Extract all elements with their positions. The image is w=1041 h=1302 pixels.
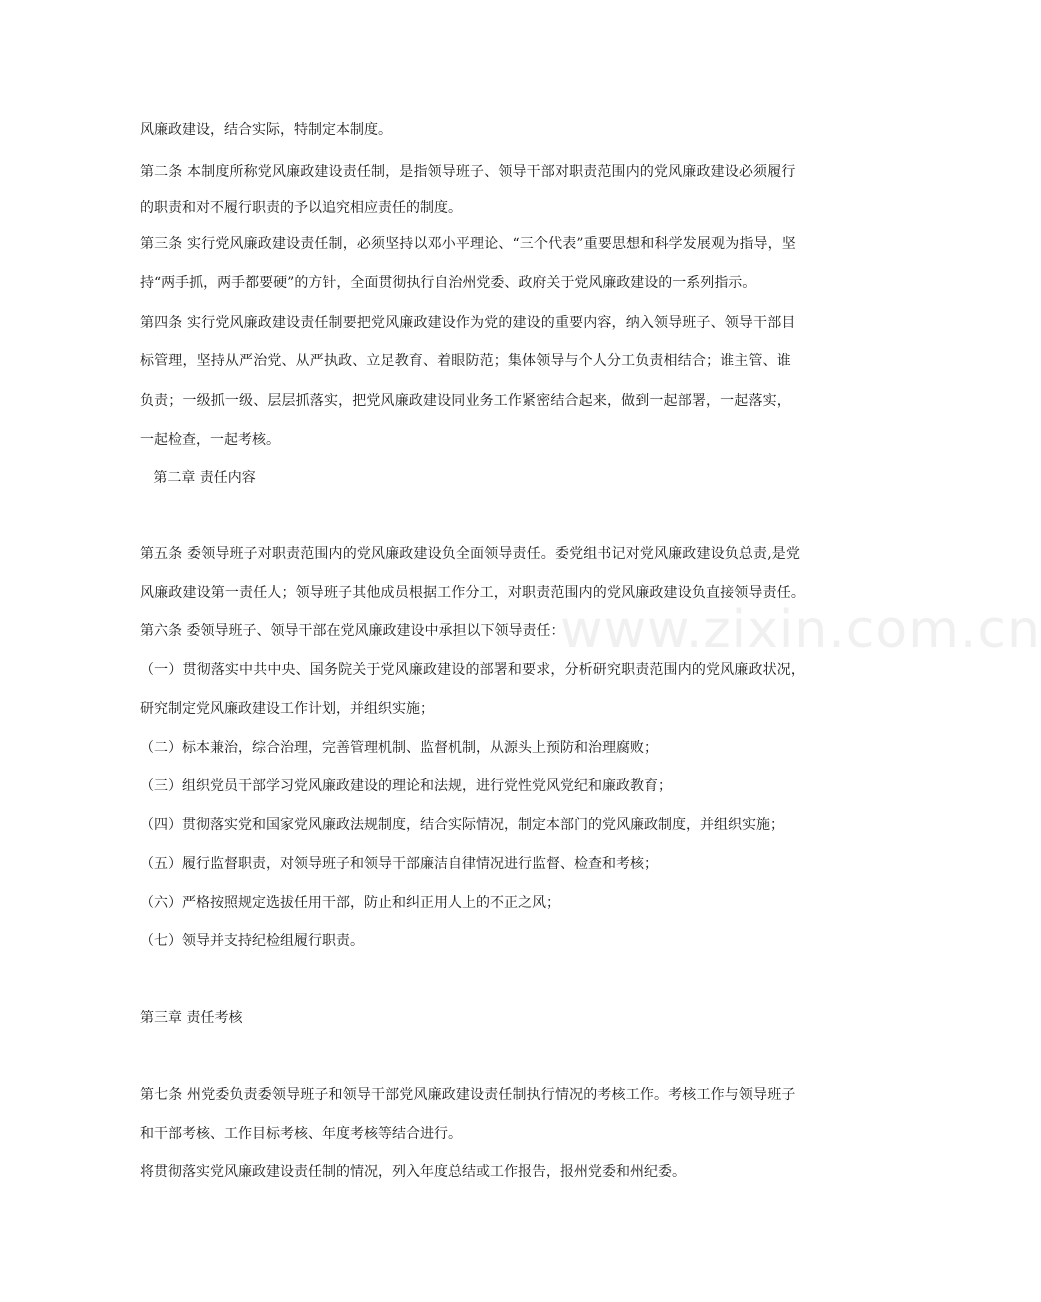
- text-line: 负责；一级抓一级、层层抓落实，把党风廉政建设同业务工作紧密结合起来，做到一起部署，一起落实，: [140, 393, 791, 409]
- text-line: 的职责和对不履行职责的予以追究相应责任的制度。: [140, 200, 462, 216]
- text-line: 持“两手抓，两手都要硬”的方针，全面贯彻执行自治州党委、政府关于党风廉政建设的一系列指示。: [140, 275, 757, 291]
- text-line: 第五条 委领导班子对职责范围内的党风廉政建设负全面领导责任。委党组书记对党风廉政建设负总责,是党: [140, 546, 801, 562]
- text-line: 第六条 委领导班子、领导干部在党风廉政建设中承担以下领导责任：: [140, 623, 565, 639]
- text-line: 将贯彻落实党风廉政建设责任制的情况，列入年度总结或工作报告，报州党委和州纪委。: [140, 1164, 686, 1180]
- list-item: （二）标本兼治，综合治理，完善管理机制、监督机制，从源头上预防和治理腐败；: [140, 740, 658, 756]
- text-line: 第三条 实行党风廉政建设责任制，必须坚持以邓小平理论、“三个代表”重要思想和科学发展观为指导，坚: [140, 236, 796, 252]
- text-line: 第二条 本制度所称党风廉政建设责任制，是指领导班子、领导干部对职责范围内的党风廉政建设必须履行: [140, 164, 796, 180]
- watermark: www.zixin.com.cn: [560, 600, 1041, 660]
- list-item: （五）履行监督职责，对领导班子和领导干部廉洁自律情况进行监督、检查和考核；: [140, 856, 658, 872]
- text-line: （一）贯彻落实中共中央、国务院关于党风廉政建设的部署和要求，分析研究职责范围内的党风廉政状况，: [140, 662, 806, 678]
- chapter-heading: 第二章 责任内容: [140, 470, 256, 486]
- text-line: 和干部考核、工作目标考核、年度考核等结合进行。: [140, 1126, 462, 1142]
- text-line: 标管理，坚持从严治党、从严执政、立足教育、着眼防范；集体领导与个人分工负责相结合；谁主管、谁: [140, 353, 791, 369]
- list-item: （七）领导并支持纪检组履行职责。: [140, 933, 364, 949]
- text-line: 风廉政建设，结合实际，特制定本制度。: [140, 122, 392, 138]
- list-item: （三）组织党员干部学习党风廉政建设的理论和法规，进行党性党风党纪和廉政教育；: [140, 778, 672, 794]
- text-line: 风廉政建设第一责任人；领导班子其他成员根据工作分工，对职责范围内的党风廉政建设负直接领导责任。: [140, 585, 806, 601]
- list-item: （六）严格按照规定选拔任用干部，防止和纠正用人上的不正之风；: [140, 895, 560, 911]
- text-line: 一起检查，一起考核。: [140, 432, 280, 448]
- text-line: 第四条 实行党风廉政建设责任制要把党风廉政建设作为党的建设的重要内容，纳入领导班子、领导干部目: [140, 315, 796, 331]
- text-line: 第七条 州党委负责委领导班子和领导干部党风廉政建设责任制执行情况的考核工作。考核工作与领导班子: [140, 1087, 796, 1103]
- chapter-heading: 第三章 责任考核: [140, 1010, 243, 1026]
- list-item: （四）贯彻落实党和国家党风廉政法规制度，结合实际情况，制定本部门的党风廉政制度，并组织实施；: [140, 817, 784, 833]
- text-line: 研究制定党风廉政建设工作计划，并组织实施；: [140, 701, 434, 717]
